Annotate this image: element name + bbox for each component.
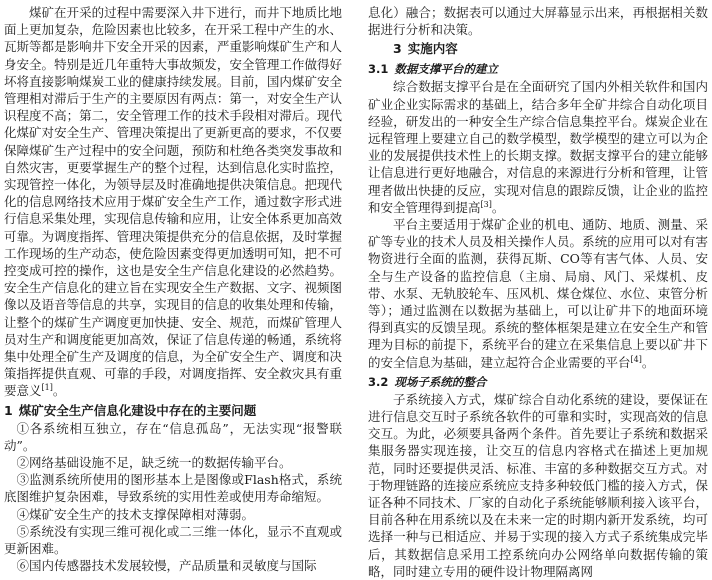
- problem-item: ⑥国内传感器技术发展较慢，产品质量和灵敏度与国际: [16, 558, 317, 574]
- platform-usage-end: 。: [641, 354, 655, 370]
- continued-paragraph: 息化）融合；数据表可以通过大屏幕显示出来，再根据相关数据进行分析和决策。: [368, 5, 708, 38]
- intro-text: 煤矿在开采的过程中需要深入井下进行，而井下地质比地面上更加复杂，危险因素也比较多，在开采工程中产生的水、瓦斯等都是影响井下安全开采的因素，严重影响煤矿生产和人身安全。特别是近几年重特大事故频发，安全管理工作做得好坏将直接影响煤炭工业的健康持续发展。目前，国内煤矿安全管理相对滞后于生产的主要原因有两点：第一，对安全生产认识程度不高；第二，安全管理工作的技术手段相对滞后。现代化煤矿对安全生产、管理决策提出了更新更高的要求，不仅要保障煤矿生产过程中的安全问题，预防和杜绝各类突发事故和自然灾害，更要掌握生产的整个过程，达到信息化实时监控，实现管控一体化，为领导层及时准确地提供决策信息。把现代化的信息网络技术应用于煤矿安全生产工作，通过数字形式进行信息采集处理，实现信息传输和应用，让安全体系更加高效可靠。为调度指挥、管理决策提供充分的信息依据，及时掌握工作现场的生产动态，使危险因素变得更加透明可知，把不可控变成可控的操作，这也是安全生产信息化建设的必然趋势。安全生产信息化的建立旨在实现安全生产数据、文字、视频图像以及语音等信息的共享，实现目的信息的收集处理和传输，让整个的煤矿生产调度更加快捷、安全、规范，而煤矿管理人员对生产和调度能更加高效，保证了信息传递的畅通，系统将集中处理全矿生产及调度的信息，为全矿安全生产、调度和决策指挥提供直观、可靠的手段，对调度指挥、安全救灾具有重要意义: [4, 5, 342, 399]
- problem-item: ③监测系统所使用的图形基本上是图像或Flash格式，系统底图维护复杂困难，导致系统的实用性差或使用寿命缩短。: [4, 472, 342, 505]
- subsystem-paragraph: 子系统接入方式，煤矿综合自动化系统的建设，要保证在进行信息交互时子系统各软件的可靠和实时，实现高效的信息交互。为此，必须要具备两个条件。首先要让子系统和数据采集服务器实现连接，让交互的信息内容格式在描述上更加规范，同时还要提供灵活、标准、丰富的多种数据交互方式。对于物理链路的连接应系统应支持多种较低门槛的接入方式，保证各种不同技术、厂家的自动化子系统能够顺利接入该平台，目前各种在用系统以及在未来一定的时期内新开发系统，均可选择一种与已相适应、并易于实现的接入方式子系统集成完毕后，其数据信息采用工控系统向办公网络单向数据传输的策略，同时建立专用的硬件设计物理隔离网: [368, 391, 708, 579]
- section-3-2-title: 现场子系统的整合: [394, 374, 487, 389]
- citation-ref[interactable]: [4]: [630, 354, 642, 364]
- section-3-number: 3: [393, 41, 402, 57]
- citation-ref[interactable]: [1]: [41, 383, 53, 393]
- problem-item: ⑤系统没有实现三维可视化或二三维一体化，显示不直观或更新困难。: [4, 523, 342, 557]
- platform-usage-paragraph: [368, 216, 708, 371]
- section-1-heading: [4, 402, 342, 420]
- section-1-title: 煤矿安全生产信息化建设中存在的主要问题: [18, 402, 257, 418]
- right-column: [368, 4, 708, 580]
- section-1-number: 1: [4, 402, 13, 418]
- section-3-title: 实施内容: [407, 41, 458, 57]
- section-3-1-heading: [368, 60, 708, 78]
- problem-item: ④煤矿安全生产的技术支撑保障相对薄弱。: [16, 506, 255, 522]
- section-3-2-number: 3.2: [368, 374, 389, 389]
- platform-end: 。: [491, 199, 505, 215]
- problem-item: ②网络基础设施不足，缺乏统一的数据传输平台。: [16, 455, 292, 471]
- section-3-2-heading: [368, 373, 708, 391]
- section-3-heading: [368, 40, 708, 58]
- left-column: [4, 4, 342, 575]
- platform-text: 综合数据支撑平台是在全面研究了国内外相关软件和国内矿业企业实际需求的基础上，结合多年全矿井综合自动化项目经验，研发出的一种安全生产综合信息集控平台。煤炭企业在远程管理上要建立自己的数学模型，数学模型的建立可以为企业的发展提供技术性上的长期支撑。数据支撑平台的建立能够让信息进行更好地融合，对信息的来源进行分析和管理，让管理者做出快捷的反应，实现对信息的跟踪反馈，让企业的监控和安全管理得到提高: [368, 79, 708, 215]
- platform-paragraph: [368, 78, 708, 216]
- section-3-1-number: 3.1: [368, 62, 389, 77]
- platform-usage-text: 平台主要适用于煤矿企业的机电、通防、地质、测量、采矿等专业的技术人员及相关操作人员。系统的应用可以对有害物资进行全面的监测，获得瓦斯、CO等有害气体、人员、安全与生产设备的监控信息（主扇、局扇、风门、采煤机、皮带、水泵、无轨胶轮车、压风机、煤仓煤位、水位、束管分析等）；通过监测在以数据为基础上，可以让矿井下的地面环境得到真实的反馈呈现。系统的整体框架是建立在安全生产和管理为目标的前提下，系统平台的建立在采集信息上要以矿井下的安全信息为基础，建立起符合企业需要的平台: [368, 217, 708, 370]
- citation-ref[interactable]: [3]: [480, 199, 492, 209]
- problem-item: ①各系统相互独立，存在“信息孤岛”，无法实现“报警联动”。: [4, 420, 342, 453]
- intro-paragraph: [4, 4, 342, 400]
- intro-end: 。: [52, 383, 66, 399]
- section-3-1-title: 数据支撑平台的建立: [394, 62, 498, 77]
